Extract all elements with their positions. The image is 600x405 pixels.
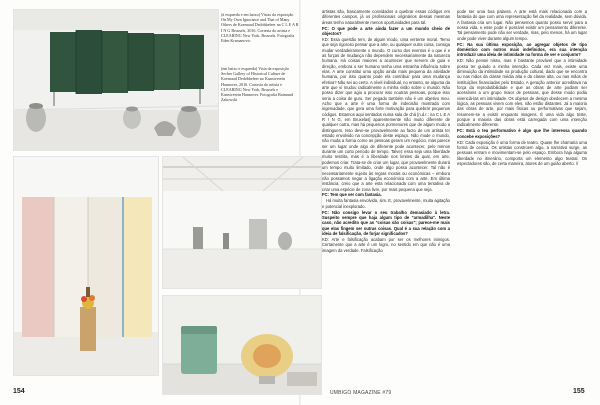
interview-paragraph: KD: Não pensei nisso, mas é bastante provável que a intimidade possa ter guiado a minha intenção. Cada vez mais, existe uma diminuição da intimidade na produção cultural, dado que se encontra ou nas mãos da classe média alta e da classe alta, ou nas mãos de instituições financiadas pelo Estado. A geração anterior acreditava na força da reprodutibilidade e que as obras de arte podiam ser acessíveis a um grupo maior de pessoas, que desse modo podia vivenciá-las em intimidade. Os objetos de design obedecem a mesma lógica, as pessoas vivem com eles, não estão distantes. Já a maioria das obras de arte, por mais físicas ou performativas que sejam, resumem-se a existir enquanto imagens. É uma vida algo triste, porque a maioria das obras está carregada com uma intenção radicalmente diferente. bbox=[457, 58, 587, 128]
interview-paragraph: artistas são, basicamente convidados a quebrar essas códigos em diferentes campos, já os profissionais originários dessas mesmas áreas tenho naturalmente menos oportunidades para tal. bbox=[322, 9, 450, 25]
article-column-1 bbox=[322, 9, 450, 254]
photo-caption-top: (à esquerda e em baixo) Vistas da exposição On My Own Ignorance and That of Many Others de Koenraad Dedobbeleer na C L E A R I N G Brussels, 2016. Cortesia do artista e CLEARING New York, Brussels. Fotografia Eden Krsmanovic bbox=[221, 12, 299, 44]
interview-question: FC: Não consigo levar o seu trabalho demasiado à letra. Suspeito sempre que haja algum tipo de "armadilha". Neste caso, não acredito que as "coisas são coisas"; parece-me mais que elas fingem ser outras coisas. Qual é a sua relação com a ideia de falsificação, de forjar significados? bbox=[322, 209, 450, 237]
article-column-2 bbox=[457, 9, 587, 167]
interview-paragraph: Há muita fantasia envolvida, sim. E, provavelmente, muita agitação e potencial inexplorado. bbox=[322, 198, 450, 209]
exhibition-view-image bbox=[163, 157, 322, 289]
page-number-right: 155 bbox=[573, 388, 585, 395]
exhibition-view-image bbox=[14, 157, 159, 376]
interview-question: FC: Está o teu performativo é algo que lhe interessa quando concebe exposições? bbox=[457, 128, 587, 139]
exhibition-view-image bbox=[163, 296, 322, 395]
photo-exhibition-objects bbox=[162, 295, 322, 395]
magazine-issue-label: UMBIGO MAGAZINE #79 bbox=[330, 390, 392, 396]
interview-question: FC: Na sua última exposição, ao agregar objetos de tipo doméstico com outros mais indefinidos, era sua intenção introduzir uma ideia de intimidade na forma de ver e conjunto? bbox=[457, 41, 587, 58]
interview-paragraph: KD: Arte e falsificação acabam por ser os melhores inimigos. Certamente que a arte é um logro, no sentido em que não é uma imagem da verdade. Falsificação bbox=[322, 237, 450, 253]
photo-caption-bottom: (em baixo e esquerda) Vista da exposição Secher Gallery of Historical Culture de Koenraad Dedobbeleer no Kunstverein Hannover, 2016. Cortesia do artista e CLEARING New York, Brussels e Kunstverein Hannover. Fotografia Raimund Zakowski bbox=[221, 66, 294, 103]
photo-exhibition-hall bbox=[162, 156, 322, 289]
photo-exhibition-green-panels bbox=[13, 9, 219, 151]
interview-paragraph: KD: Essa questão tem, de algum modo, uma vertente moral. Temo que seja rigoroso pensar que a arte, ou qualquer outra coisa, consiga mudar verdadeiramente o mundo. O curso dos eventos é o que é e as forças de mudança não dependem necessariamente da natureza humana. Há coisas maiores a acontecer que servem de guia e direção, embora o ser humano tenha uma estranha influência sobre elas. A arte constitui uma opção ainda mais pequena da atividade humana, por isso quanto pode ela contribuir para uma mudança efetiva? Não sei ao certo. A nível individual, no entanto, se alguma da arte que vi mudou radicalmente a minha visão sobre o mundo. Não posso dizer que agiu a procurar isso noutras pessoas, porque isso seria a coisa de guru. Ser pegado também não é um objetivo meu. Acho que a arte é uma forma de indecisão mostrada com ingenuidade, que gera uma forte motivação para quebrar pequenos códigos. Estamos aqui sentados numa sala de chá [n.d.r.: na C L E A R I N G, em Bruxelas] aparentemente não muito diferente de qualquer outra, mas há pequenos pormenores que de algum modo a distinguem. Isso deve-se provavelmente ao facto de um artista ter estado envolvido na concepção deste espaço. Não mude o mundo, não muda a forma como as pessoas geram um negócio, mas parece ser um lugar onde algo de diferente pode acontecer, pelo menos durante um curto período de tempo. Talvez essa seja uma liberdade muito restrita, mas é a liberdade nos limites da qual, em arte, podemos criar. Trata-se de criar um lugar, que provavelmente durará um tempo muito limitado, onde algo possa acontecer. Tal não é necessariamente sujeito às regras morais ou económicas – embora não possamos negar a ligação económica com a arte. Em última instância, creio que a arte esta relacionada com uma tentativa de criar uma espécie de zona livre, por mais pequena que seja. bbox=[322, 36, 450, 192]
page-number-left: 154 bbox=[13, 388, 25, 395]
interview-paragraph: pode ser uma boa palavra. A arte está mais relacionada com a fantasia do que com uma representação fiel da realidade, sem dúvida. A fantasia cria um lugar. Não pensemos quanto posso servir para a nossa vida, e esse pode é possível existir um pensamento diferente. Tal pensamento pode não ser verdade, mas, pelo menos, há um lugar onde pode viver durante algum tempo. bbox=[457, 9, 587, 41]
exhibition-view-image bbox=[14, 10, 219, 151]
interview-question: FC: O que pode a arte ainda fazer a um mundo cheio de objectos? bbox=[322, 25, 450, 36]
interview-question: FC: Tem que ver com fantasia. bbox=[322, 192, 382, 198]
photo-exhibition-folding-screen bbox=[13, 156, 159, 376]
interview-paragraph: KD: Cada exposição é uma forma de teatro. Quase lhe chamaria uma forma de cenica. Os artistas constroem algo, a narrativa surge, as pessoas entram e movimentam-se pelo espaço. Embora haja alguma liberdade no itinerário, comporta um elemento algo teatral. Os espectadores são, de certa maneira, atores de um guião aberto. // bbox=[457, 139, 587, 166]
